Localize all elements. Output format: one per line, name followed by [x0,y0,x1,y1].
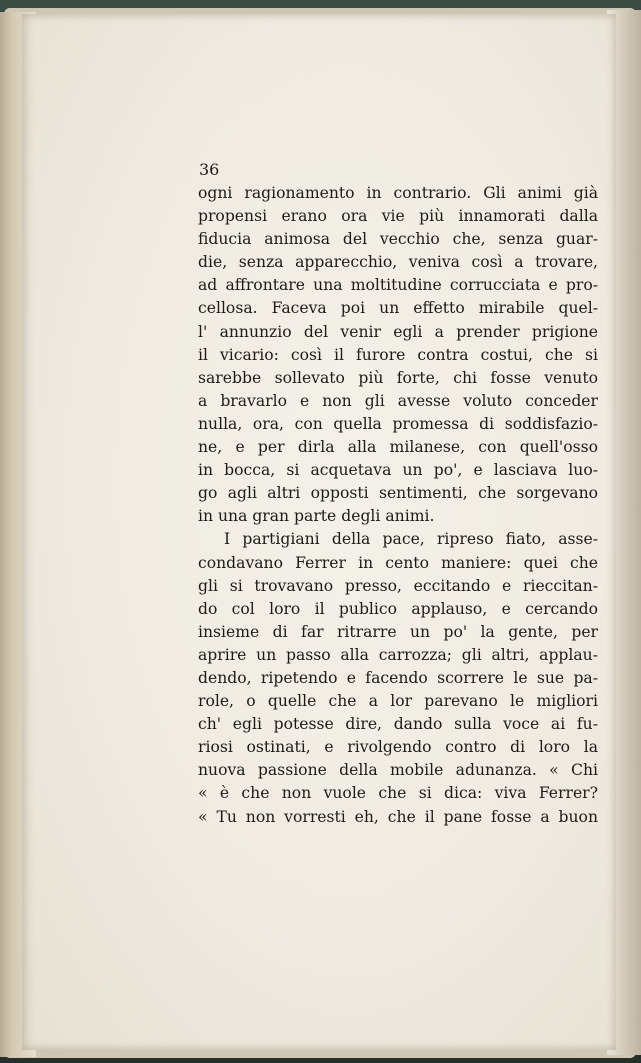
page-number: 36 [199,160,220,179]
text-line: l' annunzio del venir egli a prender prigione [198,322,598,341]
text-line: sarebbe sollevato più forte, chi fosse venuto [198,368,598,387]
text-line: dendo, ripetendo e facendo scorrere le sue pa- [198,668,598,687]
text-line: « Tu non vorresti eh, che il pane fosse a buon [198,807,598,826]
text-line: aprire un passo alla carrozza; gli altri, applau- [198,645,598,664]
text-line: cellosa. Faceva poi un effetto mirabile quel- [198,299,598,318]
paragraph-start-line: I partigiani della pace, ripreso fiato, asse- [224,530,598,549]
text-line: in bocca, si acquetava un po', e lasciava luo- [198,461,598,480]
text-line: ogni ragionamento in contrario. Gli animi già [198,184,598,202]
text-line: riosi ostinati, e rivolgendo contro di loro la [198,738,598,757]
paragraph-end-line: in una gran parte degli animi. [198,507,435,526]
text-line: fiducia animosa del vecchio che, senza guar- [198,230,598,249]
text-line: nulla, ora, con quella promessa di soddisfazio- [198,414,598,433]
text-line: nuova passione della mobile adunanza. « Chi [198,761,598,780]
text-line: ad affrontare una moltitudine corrucciata e pro- [198,276,598,295]
text-line: il vicario: così il furore contra costui, che si [198,345,598,364]
text-line: insieme di far ritrarre un po' la gente, per [198,622,598,641]
text-line: gli si trovavano presso, eccitando e rieccitan- [198,576,598,595]
text-line: ne, e per dirla alla milanese, con quell'osso [198,438,598,457]
text-line: a bravarlo e non gli avesse voluto conceder [198,391,598,410]
text-line: « è che non vuole che si dica: viva Ferrer? [198,784,598,803]
text-line: role, o quelle che a lor parevano le migliori [198,692,598,711]
text-line: do col loro il publico applauso, e cercando [198,599,598,618]
page-text [198,160,598,829]
text-line: die, senza apparecchio, veniva così a trovare, [198,253,598,272]
text-line: condavano Ferrer in cento maniere: quei che [198,553,598,572]
text-line: propensi erano ora vie più innamorati dalla [198,207,598,226]
text-line: ch' egli potesse dire, dando sulla voce ai fu- [198,715,598,734]
text-line: go agli altri opposti sentimenti, che sorgevano [198,484,598,503]
